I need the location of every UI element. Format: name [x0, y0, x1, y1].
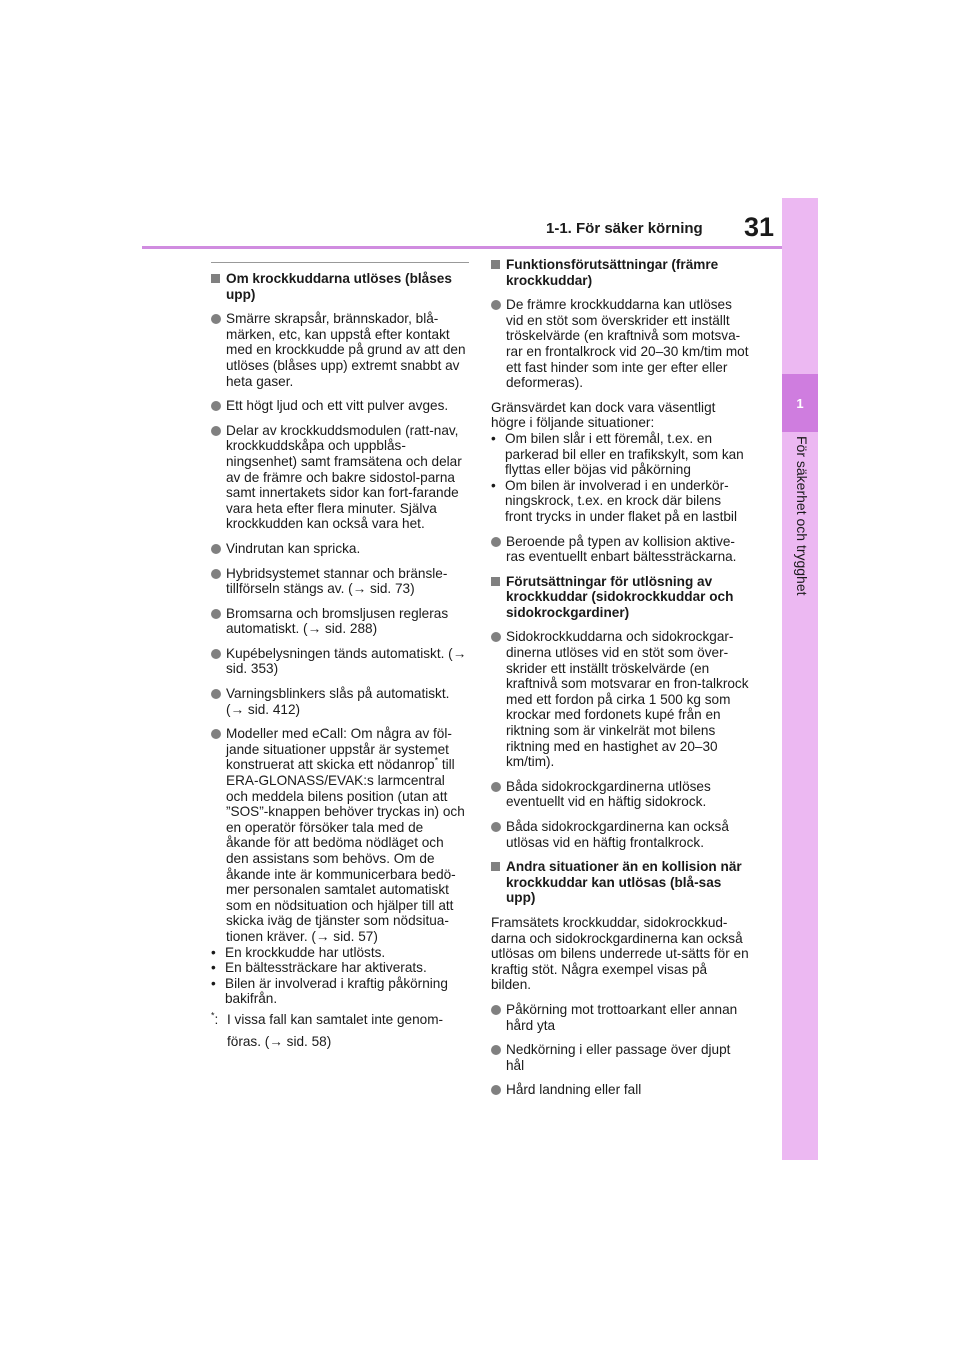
list-item-text: Beroende på typen av kollision aktive-ras eventuellt enbart bältessträckarna.	[506, 533, 737, 565]
heading-text: Om krockkuddarna utlöses (blåses upp)	[226, 271, 452, 302]
list-item-text: Vindrutan kan spricka.	[226, 540, 361, 556]
square-bullet-icon	[491, 577, 500, 586]
list-item-text	[226, 726, 469, 944]
list-item-text: Delar av krockkuddsmodulen (ratt-nav, krockkuddskåpa och uppblås-ningsenhet) samt framsätena och delar av de främre och bakre sidostol-parna samt innertakets sidor kan fort-farande vara heta efter flera minuter. Själva krockkudden kan också vara het.	[226, 422, 462, 532]
list-item-text: Hård landning eller fall	[506, 1082, 642, 1098]
sub-bullet: •	[211, 960, 216, 976]
list-item	[211, 606, 469, 637]
circle-bullet-icon	[211, 314, 221, 324]
sub-list-item	[491, 431, 749, 478]
circle-bullet-icon	[211, 426, 221, 436]
circle-bullet-icon	[491, 1045, 501, 1055]
list-item	[491, 297, 749, 391]
list-item	[211, 726, 469, 944]
list-item	[211, 541, 469, 557]
list-item-text-part: till ERA-GLONASS/EVAK:s larmcentral och meddela bilens position (utan att ”SOS”-knappen behöver tryckas in) och en operatör försöker tala med de åkande för att bedöma nödläget och den assistans som behövs. Om de åkande inte är kommunicerbara bedö-mer personalen samtalet automatiskt som en nödsituation och hjälper till att skicka iväg de tjänster som nödsitua-tionen kräver. (→ sid. 57)	[226, 757, 465, 944]
list-item	[491, 1042, 749, 1073]
list-item	[491, 1002, 749, 1033]
heading-text: Andra situationer än en kollision när krockkuddar kan utlösas (blå-sas upp)	[506, 859, 742, 906]
circle-bullet-icon	[211, 544, 221, 554]
circle-bullet-icon	[491, 822, 501, 832]
square-bullet-icon	[211, 274, 220, 283]
section-heading	[211, 271, 469, 302]
sub-bullet: •	[211, 975, 216, 991]
circle-bullet-icon	[491, 632, 501, 642]
paragraph: Framsätets krockkuddar, sidokrockkud-darna och sidokrockgardinerna kan också utlösas om bilens underrede ut-sätts för en kraftig stöt. Några exempel visas på bilden.	[491, 914, 749, 993]
section-title: 1-1. För säker körning	[546, 220, 703, 237]
list-item	[491, 779, 749, 810]
list-item	[491, 1082, 749, 1098]
left-column	[211, 270, 469, 1053]
list-item-text: Båda sidokrockgardinerna kan också utlösas vid en häftig frontalkrock.	[506, 819, 729, 850]
list-item	[211, 423, 469, 532]
square-bullet-icon	[491, 260, 500, 269]
sub-bullet: •	[491, 430, 496, 446]
list-item	[491, 534, 749, 565]
page-number: 31	[744, 212, 775, 242]
list-item-text: Ett högt ljud och ett vitt pulver avges.	[226, 398, 449, 414]
sub-list-item-text: Om bilen slår i ett föremål, t.ex. en parkerad bil eller en trafikskylt, som kan flyttas eller böjas vid påkörning	[505, 430, 744, 478]
sub-list-item-text: En bältessträckare har aktiverats.	[225, 960, 427, 976]
sub-list-item-text: Om bilen är involverad i en underkör-ningskrock, t.ex. en krock där bilens front trycks in under flaket på en lastbil	[505, 477, 737, 524]
list-item	[211, 686, 469, 717]
footnote-asterisk: *	[211, 1010, 215, 1021]
list-item-text: Bromsarna och bromsljusen regleras automatiskt. (→ sid. 288)	[226, 605, 449, 637]
circle-bullet-icon	[491, 1005, 501, 1015]
list-item	[211, 646, 469, 677]
right-column	[491, 257, 749, 1107]
circle-bullet-icon	[211, 401, 221, 411]
chapter-label: För säkerhet och trygghet	[794, 436, 810, 596]
circle-bullet-icon	[211, 569, 221, 579]
footnote-colon: :	[214, 1011, 219, 1027]
circle-bullet-icon	[211, 689, 221, 699]
list-item-text-part: Modeller med eCall: Om några av föl-jande situationer uppstår är systemet konstruerat att skicka ett nödanrop	[226, 726, 452, 773]
heading-text: Funktionsförutsättningar (främre krockkuddar)	[506, 257, 719, 288]
list-item-text: Kupébelysningen tänds automatiskt. (→ sid. 353)	[226, 645, 467, 677]
paragraph: Gränsvärdet kan dock vara väsentligt högre i följande situationer:	[491, 399, 716, 431]
sub-bullet: •	[491, 477, 496, 493]
circle-bullet-icon	[491, 300, 501, 310]
sub-list-item	[211, 945, 469, 961]
list-item-text: Nedkörning i eller passage över djupt hål	[506, 1042, 731, 1073]
footnote-text: I vissa fall kan samtalet inte genom-föras. (→ sid. 58)	[227, 1011, 444, 1049]
list-item-text: Smärre skrapsår, brännskador, blå-märken, etc, kan uppstå efter kontakt med en krockkudde på grund av att den utlöses (blåses upp) extremt snabbt av heta gaser.	[226, 311, 466, 389]
list-item-text: Sidokrockkuddarna och sidokrockgar-dinerna utlöses vid en stöt som över-skrider ett inställt tröskelvärde (en kraftnivå som motsvarar en fron-talkrock med ett fordon på cirka 1 500 kg som krockar med fordonets kupé från en riktning som är vinkelrät mot bilens riktning med en hastighet av 20–30 km/tim).	[506, 629, 749, 770]
sub-list-item	[491, 478, 749, 525]
circle-bullet-icon	[211, 729, 221, 739]
footnote-marker: *	[434, 755, 439, 766]
list-item	[491, 819, 749, 850]
sub-list-item-text: Bilen är involverad i kraftig påkörning bakifrån.	[225, 975, 448, 1007]
sub-list-item-text: En krockkudde har utlösts.	[225, 944, 386, 960]
circle-bullet-icon	[491, 1085, 501, 1095]
circle-bullet-icon	[491, 537, 501, 547]
square-bullet-icon	[491, 862, 500, 871]
list-item	[211, 311, 469, 389]
list-item-text: Påkörning mot trottoarkant eller annan hård yta	[506, 1001, 738, 1033]
circle-bullet-icon	[491, 782, 501, 792]
heading-text: Förutsättningar för utlösning av krockkuddar (sidokrockkuddar och sidokrockgardiner)	[506, 573, 734, 620]
section-heading	[491, 574, 749, 621]
section-heading	[491, 257, 749, 288]
header-divider	[142, 246, 782, 249]
column-divider	[211, 262, 469, 263]
sub-list-item	[211, 960, 469, 976]
list-item-text: Hybridsystemet stannar och bränsle-tillförseln stängs av. (→ sid. 73)	[226, 565, 448, 597]
footnote	[211, 1009, 469, 1053]
list-item	[211, 566, 469, 597]
circle-bullet-icon	[211, 609, 221, 619]
chapter-side-tab	[782, 198, 818, 1160]
sub-bullet: •	[211, 944, 216, 960]
list-item-text: Varningsblinkers slås på automatiskt. (→ sid. 412)	[226, 686, 450, 717]
circle-bullet-icon	[211, 649, 221, 659]
sub-list-item	[211, 976, 469, 1007]
chapter-number-tab: 1	[782, 374, 818, 432]
list-item	[491, 629, 749, 769]
section-heading	[491, 859, 749, 906]
list-item	[211, 398, 469, 414]
footnote-label	[211, 1009, 227, 1053]
list-item-text: De främre krockkuddarna kan utlöses vid en stöt som överskrider ett inställt tröskelvärde (en kraftnivå som motsva-rar en frontalkrock vid 20–30 km/tim mot ett fast hinder som inte ger efter eller deformeras).	[506, 297, 749, 391]
list-item-text: Båda sidokrockgardinerna utlöses eventuellt vid en häftig sidokrock.	[506, 778, 711, 810]
